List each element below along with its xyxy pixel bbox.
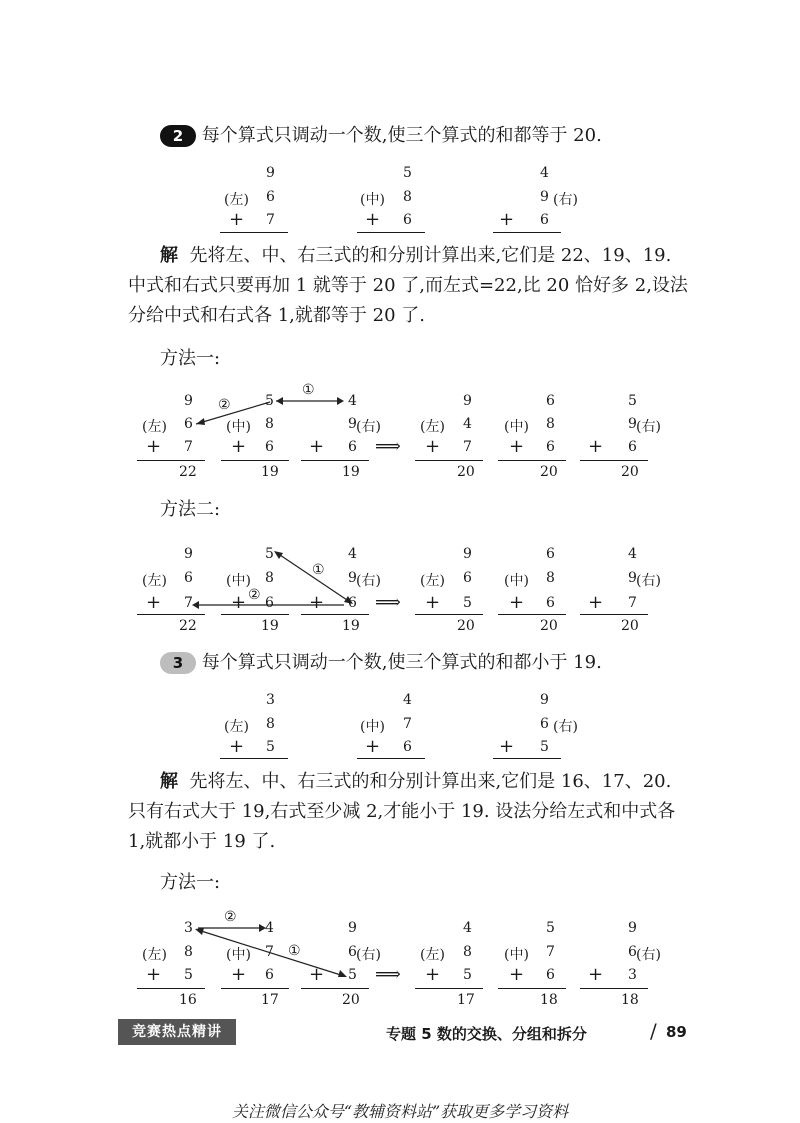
p2-m1-right-sum: 19: [342, 464, 360, 480]
p2-m1-left-sum: 22: [179, 464, 197, 480]
p2-m2-center-label: (中): [226, 573, 251, 589]
p2-m2-right-top: 4: [348, 546, 357, 562]
p2-m1-after-left-label: (左): [420, 419, 445, 435]
p2-m2-left-top: 9: [184, 546, 193, 562]
p2-m1-right-bottom: 6: [348, 439, 357, 455]
p2-m1-center-bottom: 6: [265, 439, 274, 455]
p2-m1-right-plus: +: [309, 436, 325, 457]
p3-m1-right-sum: 20: [342, 992, 360, 1008]
p2-m2-after-center-bottom: 6: [546, 595, 555, 611]
p2-m2-after-center-mid: 8: [546, 570, 555, 586]
p2-left-label: (左): [224, 192, 249, 208]
p2-m2-center-bottom: 6: [265, 595, 274, 611]
p3-m1-after-right-sum: 18: [621, 992, 639, 1008]
p2-m2-after-right-mid: 9: [628, 570, 637, 586]
p2-right-label: (右): [553, 192, 578, 208]
p3-m1-after-center-top: 5: [546, 920, 555, 936]
p3-left-label: (左): [224, 719, 249, 735]
p3-m1-left-plus: +: [146, 964, 162, 985]
p3-center-mid: 7: [403, 716, 412, 732]
p3-m1-after-left-label: (左): [420, 947, 445, 963]
p2-right-bottom: 6: [540, 212, 549, 228]
p2-left-bottom: 7: [266, 212, 275, 228]
p3-m1-right-plus: +: [309, 964, 325, 985]
footer-topic: 专题 5 数的交换、分组和拆分: [386, 1025, 587, 1043]
p2-center-top: 5: [403, 165, 412, 181]
p2-m1-after-left-mid: 4: [463, 416, 472, 432]
p2-m1-circle2: ②: [218, 397, 231, 413]
p3-m1-right-label: (右): [356, 947, 381, 963]
p3-m1-center-bottom: 6: [265, 967, 274, 983]
p3-m1-after-center-mid: 7: [546, 944, 555, 960]
p2-m2-after-left-label: (左): [420, 573, 445, 589]
p2-m1-after-right-sum: 20: [621, 464, 639, 480]
p2-left-top: 9: [266, 165, 275, 181]
p3-m1-center-top: 4: [265, 920, 274, 936]
p3-m1-arrow1-headA: [195, 928, 204, 935]
p3-m1-after-right-top: 9: [628, 920, 637, 936]
p2-m1-after-center-bottom: 6: [546, 439, 555, 455]
problem-3-badge: 3: [160, 652, 196, 674]
p2-m1-after-left-top: 9: [463, 393, 472, 409]
p3-m1-after-left-bottom: 5: [463, 967, 472, 983]
p2-m1-after-center-label: (中): [504, 419, 529, 435]
p3-m1-circle1: ①: [288, 943, 301, 959]
p2-m1-right-label: (右): [356, 419, 381, 435]
p3-right-top: 9: [540, 692, 549, 708]
p2-m1-after-right-label: (右): [636, 419, 661, 435]
p3-m1-after-left-plus: +: [425, 964, 441, 985]
p3-m1-after-right-mid: 6: [628, 944, 637, 960]
p2-m2-after-left-mid: 6: [463, 570, 472, 586]
p3-center-plus: +: [365, 736, 381, 757]
watermark-text: 关注微信公众号“教辅资料站”获取更多学习资料: [231, 1102, 569, 1121]
p2-m2-after-right-sum: 20: [621, 618, 639, 634]
p3-m1-center-mid: 7: [265, 944, 274, 960]
p3-m1-left-top: 3: [184, 920, 193, 936]
p2-m2-center-top: 5: [265, 546, 274, 562]
p2-center-plus: +: [365, 209, 381, 230]
p2-m1-center-top: 5: [265, 393, 274, 409]
p2-solution-text: 先将左、中、右三式的和分别计算出来,它们是 22、19、19. 中式和右式只要再加 1 就等于 20 了,而左式=22,比 20 恰好多 2,设法分给中式和右式各 1,就都等于 20 了.: [128, 245, 688, 326]
p3-center-bottom: 6: [403, 739, 412, 755]
p2-m2-after-right-label: (右): [636, 573, 661, 589]
p2-m1-left-bottom: 7: [184, 439, 193, 455]
p2-m1-after-left-sum: 20: [457, 464, 475, 480]
p2-m2-after-left-sum: 20: [457, 618, 475, 634]
p3-m1-after-right-label: (右): [636, 947, 661, 963]
p2-m2-after-center-label: (中): [504, 573, 529, 589]
p2-left-mid: 6: [266, 189, 275, 205]
p3-left-mid: 8: [266, 716, 275, 732]
p2-center-bottom: 6: [403, 212, 412, 228]
p2-m1-implies-arrow: ⟹: [375, 436, 401, 457]
p2-m2-after-left-bottom: 5: [463, 595, 472, 611]
p2-m2-right-bottom: 6: [348, 595, 357, 611]
p3-m1-after-right-rule: [580, 988, 648, 989]
p2-m1-left-top: 9: [184, 393, 193, 409]
p3-right-mid: 6: [540, 716, 549, 732]
p2-m2-left-mid: 6: [184, 570, 193, 586]
p2-m2-circle2: ②: [248, 587, 261, 603]
p3-center-top: 4: [403, 692, 412, 708]
p3-m1-after-right-plus: +: [588, 964, 604, 985]
p3-m1-after-left-mid: 8: [463, 944, 472, 960]
p2-m2-right-sum: 19: [342, 618, 360, 634]
p2-m1-after-left-plus: +: [425, 436, 441, 457]
p2-m2-center-mid: 8: [265, 570, 274, 586]
p3-m1-after-center-bottom: 6: [546, 967, 555, 983]
p2-right-top: 4: [540, 165, 549, 181]
p3-m1-after-left-sum: 17: [457, 992, 475, 1008]
p2-m2-left-plus: +: [146, 592, 162, 613]
p2-m1-after-right-bottom: 6: [628, 439, 637, 455]
p3-m1-after-center-sum: 18: [540, 992, 558, 1008]
p2-m1-after-left-bottom: 7: [463, 439, 472, 455]
p3-m1-left-mid: 8: [184, 944, 193, 960]
p2-m1-center-sum: 19: [261, 464, 279, 480]
p2-m1-right-top: 4: [348, 393, 357, 409]
p3-m1-after-left-rule: [415, 988, 483, 989]
p3-m1-center-rule: [221, 988, 289, 989]
p3-m1-center-sum: 17: [261, 992, 279, 1008]
p2-m1-left-label: (左): [142, 419, 167, 435]
p2-m2-after-center-top: 6: [546, 546, 555, 562]
p3-m1-left-label: (左): [142, 947, 167, 963]
p2-m1-left-mid: 6: [184, 416, 193, 432]
p2-right-plus: +: [499, 209, 515, 230]
p2-m2-after-left-top: 9: [463, 546, 472, 562]
p2-method2-label: 方法二:: [160, 499, 221, 520]
p2-m1-center-label: (中): [226, 419, 251, 435]
p2-m2-after-center-plus: +: [509, 592, 525, 613]
p2-center-label: (中): [360, 192, 385, 208]
problem-2-text: 每个算式只调动一个数,使三个算式的和都等于 20.: [201, 125, 602, 146]
footer-slash: /: [650, 1019, 657, 1043]
p2-m1-after-right-plus: +: [588, 436, 604, 457]
p3-m1-left-bottom: 5: [184, 967, 193, 983]
p2-m2-after-left-plus: +: [425, 592, 441, 613]
p3-m1-center-label: (中): [226, 947, 251, 963]
p3-m1-center-plus: +: [231, 964, 247, 985]
p2-m2-implies-arrow: ⟹: [375, 592, 401, 613]
p3-m1-left-sum: 16: [179, 992, 197, 1008]
p2-m2-center-sum: 19: [261, 618, 279, 634]
p2-m2-left-sum: 22: [179, 618, 197, 634]
p2-m2-after-center-sum: 20: [540, 618, 558, 634]
p2-m2-left-label: (左): [142, 573, 167, 589]
p3-method1-label: 方法一:: [160, 872, 221, 893]
p3-m1-after-center-label: (中): [504, 947, 529, 963]
p2-m1-after-center-sum: 20: [540, 464, 558, 480]
p2-m1-right-mid: 9: [348, 416, 357, 432]
p2-m2-after-right-plus: +: [588, 592, 604, 613]
p2-m1-after-right-top: 5: [628, 393, 637, 409]
p3-left-plus: +: [229, 736, 245, 757]
p2-m1-circle1: ①: [302, 382, 315, 398]
p2-right-mid: 9: [540, 189, 549, 205]
p3-m1-right-rule: [301, 988, 369, 989]
footer-section-tag: 竞赛热点精讲: [118, 1019, 236, 1045]
p2-m2-left-bottom: 7: [184, 595, 193, 611]
p2-center-mid: 8: [403, 189, 412, 205]
p3-center-label: (中): [360, 719, 385, 735]
p2-m2-circle1: ①: [312, 562, 325, 578]
p2-m1-center-mid: 8: [265, 416, 274, 432]
p2-method1-label: 方法一:: [160, 348, 221, 369]
p2-m1-after-center-plus: +: [509, 436, 525, 457]
p3-left-bottom: 5: [266, 739, 275, 755]
p3-right-bottom: 5: [540, 739, 549, 755]
p2-m2-right-plus: +: [309, 592, 325, 613]
p2-m1-after-center-mid: 8: [546, 416, 555, 432]
p3-m1-right-mid: 6: [348, 944, 357, 960]
p3-m1-left-rule: [137, 988, 205, 989]
page-number: 89: [666, 1023, 687, 1041]
p2-m2-after-right-top: 4: [628, 546, 637, 562]
p3-solve-label: 解: [160, 771, 178, 792]
p3-m1-after-left-top: 4: [463, 920, 472, 936]
p3-solution-text: 先将左、中、右三式的和分别计算出来,它们是 16、17、20. 只有右式大于 19,右式至少减 2,才能小于 19. 设法分给左式和中式各 1,就都小于 19 了.: [128, 771, 676, 852]
p2-m2-right-mid: 9: [348, 570, 357, 586]
p3-m1-right-top: 9: [348, 920, 357, 936]
p2-m1-after-center-top: 6: [546, 393, 555, 409]
p2-solve-label: 解: [160, 245, 178, 266]
p3-m1-implies-arrow: ⟹: [375, 964, 401, 985]
p2-m1-after-right-mid: 9: [628, 416, 637, 432]
p2-m2-after-right-bottom: 7: [628, 595, 637, 611]
p3-m1-after-center-plus: +: [509, 964, 525, 985]
p3-right-label: (右): [553, 719, 578, 735]
p2-left-plus: +: [229, 209, 245, 230]
p2-m2-center-plus: +: [231, 592, 247, 613]
p3-m1-circle2: ②: [224, 909, 237, 925]
p3-m1-arrow1-headB: [338, 970, 347, 977]
p3-left-top: 3: [266, 692, 275, 708]
problem-2-badge: 2: [160, 125, 196, 147]
p3-m1-right-bottom: 5: [348, 967, 357, 983]
p2-m1-center-plus: +: [231, 436, 247, 457]
p2-m2-right-label: (右): [356, 573, 381, 589]
p3-right-plus: +: [499, 736, 515, 757]
p2-m1-left-plus: +: [146, 436, 162, 457]
problem-3-text: 每个算式只调动一个数,使三个算式的和都小于 19.: [201, 652, 602, 673]
p3-m1-after-center-rule: [498, 988, 566, 989]
p3-m1-after-right-bottom: 3: [628, 967, 637, 983]
